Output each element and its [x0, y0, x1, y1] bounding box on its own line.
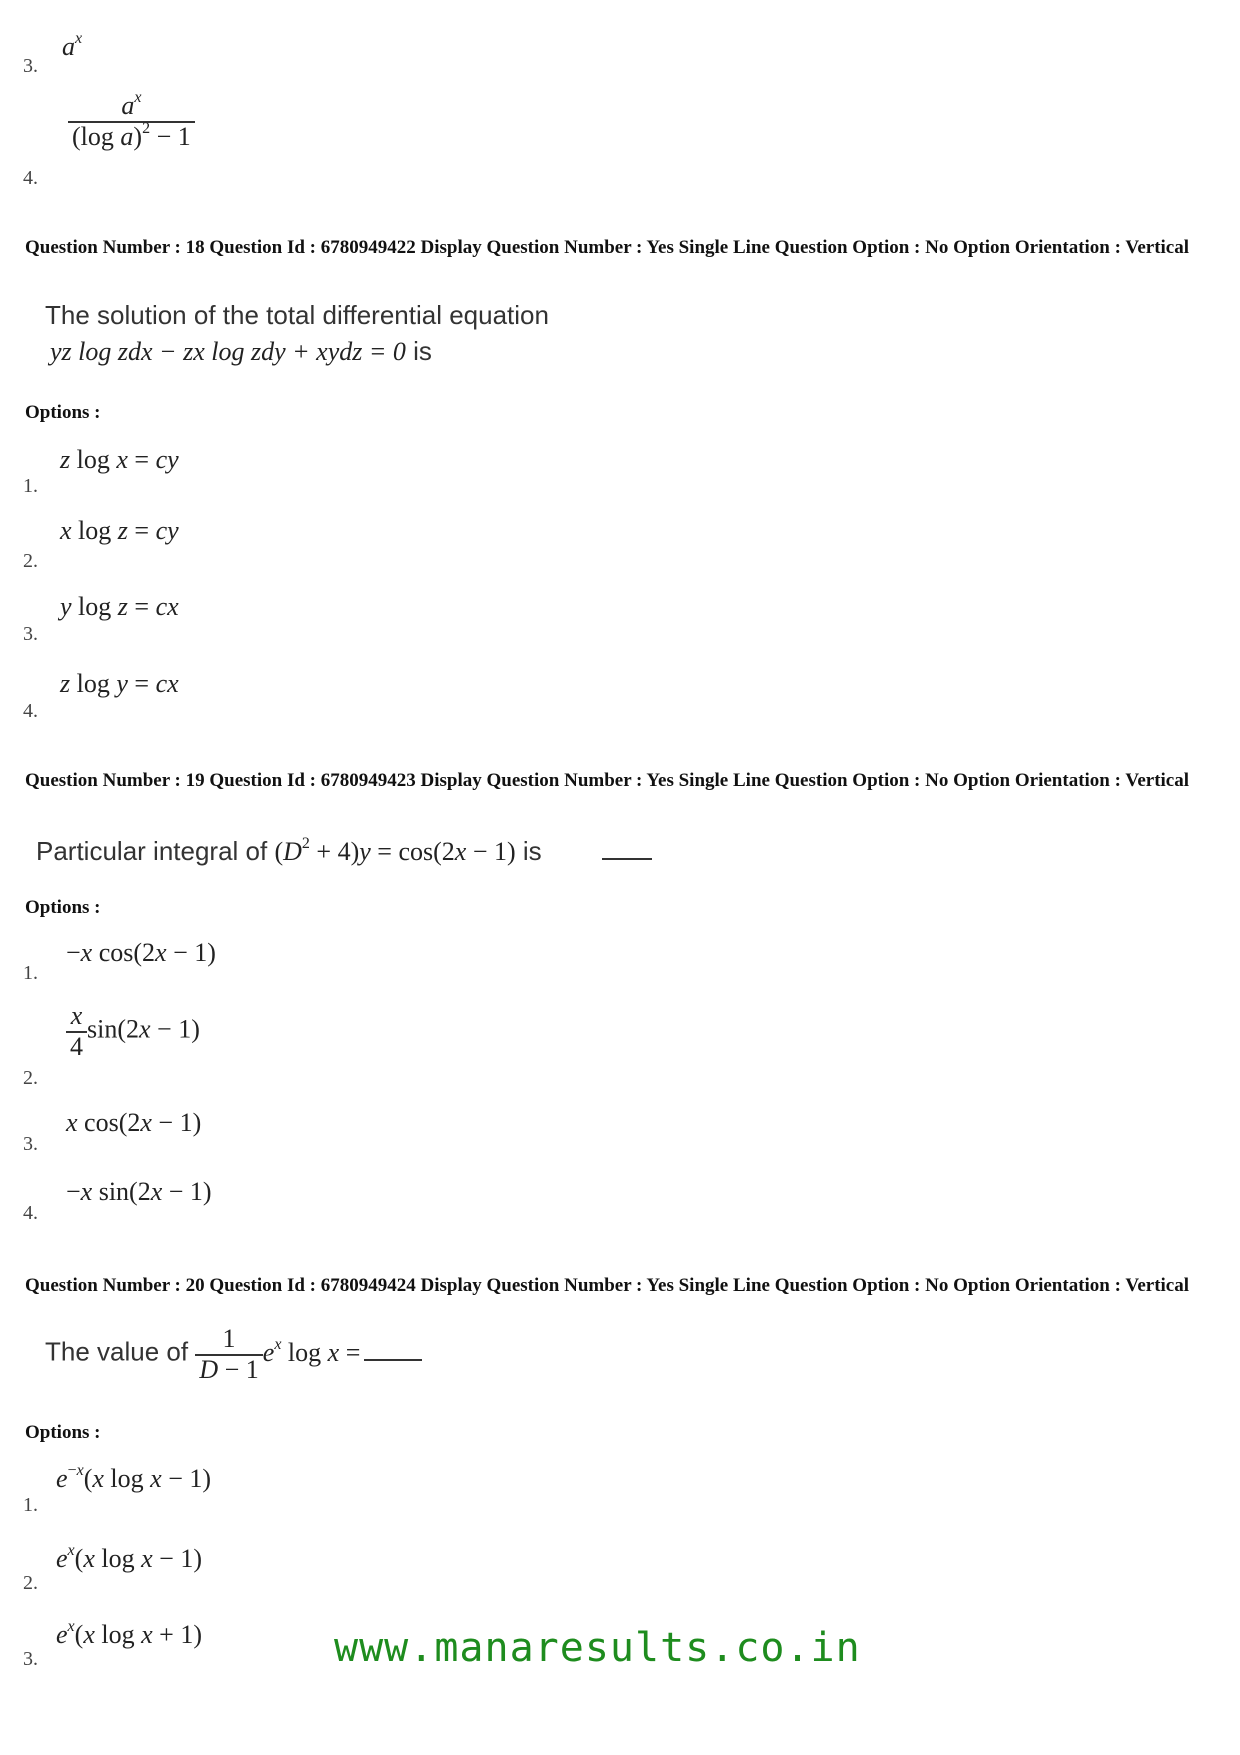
option-expression: z log y = cx: [60, 669, 179, 698]
question-equation: $\frac{1}{D - 1}$ $e^x$ log x =: [195, 1338, 360, 1367]
option-expression: x cos(2x − 1): [66, 1108, 202, 1137]
option-number: 2.: [23, 1067, 38, 1089]
option-expression: $\frac{x}{4}$ sin(2x − 1): [66, 1002, 200, 1061]
option-number: 4.: [23, 167, 38, 189]
option-number: 3.: [23, 623, 38, 645]
options-label: Options :: [25, 1422, 101, 1443]
question-equation: yz log zdx − zx log zdy + xydz = 0: [50, 337, 406, 366]
option-number: 2.: [23, 550, 38, 572]
answer-blank: [602, 858, 652, 860]
question-text: The solution of the total differential equation: [45, 300, 549, 330]
question-equation: $(D^2 + 4)y = \cos(2x - 1)$: [274, 835, 516, 866]
option-number: 3.: [23, 1648, 38, 1670]
option-number: 1.: [23, 1494, 38, 1516]
option-number: 2.: [23, 1572, 38, 1594]
option-expression: $e^x(x$ log x − 1): [56, 1542, 202, 1573]
question-text-suffix: is: [405, 336, 432, 366]
question-header: Question Number : 20 Question Id : 6780949424 Display Question Number : Yes Single Line Question Option : No Option Orientation : Vertical: [25, 1275, 1190, 1296]
option-expression: $a^x$: [62, 30, 83, 61]
fraction: $\frac{a^x}{(\log a)^2 - 1}$: [68, 92, 195, 151]
option-number: 4.: [23, 700, 38, 722]
fraction: $\frac{x}{4}$: [66, 1002, 87, 1061]
option-expression: $e^x(x$ log x + 1): [56, 1618, 202, 1649]
option-expression: −x cos(2x − 1): [66, 938, 216, 967]
option-expression: $e^{-x}(x$ log x − 1): [56, 1462, 212, 1493]
options-label: Options :: [25, 897, 101, 918]
question-text: [45, 1325, 422, 1384]
option-number: 1.: [23, 475, 38, 497]
option-number: 1.: [23, 962, 38, 984]
question-header: Question Number : 19 Question Id : 6780949423 Display Question Number : Yes Single Line Question Option : No Option Orientation : Vertical: [25, 770, 1190, 791]
option-number: 4.: [23, 1202, 38, 1224]
option-number: 3.: [23, 1133, 38, 1155]
question-header: Question Number : 18 Question Id : 6780949422 Display Question Number : Yes Single Line Question Option : No Option Orientation : Vertical: [25, 237, 1190, 258]
options-label: Options :: [25, 402, 101, 423]
option-expression: x log z = cy: [60, 516, 179, 545]
option-expression: z log x = cy: [60, 445, 179, 474]
question-text-prefix: Particular integral of: [36, 836, 275, 866]
option-expression: −x sin(2x − 1): [66, 1177, 212, 1206]
question-text-prefix: The value of: [45, 1336, 196, 1367]
answer-blank: [364, 1359, 422, 1361]
question-text-line2: [50, 336, 432, 367]
question-text: [36, 836, 652, 867]
watermark-url[interactable]: www.manaresults.co.in: [334, 1625, 861, 1671]
fraction: $\frac{1}{D - 1}$: [195, 1325, 262, 1384]
option-expression: y log z = cx: [60, 592, 179, 621]
option-number: 3.: [23, 55, 38, 77]
question-text-suffix: is: [515, 836, 542, 866]
option-expression: [68, 89, 195, 151]
